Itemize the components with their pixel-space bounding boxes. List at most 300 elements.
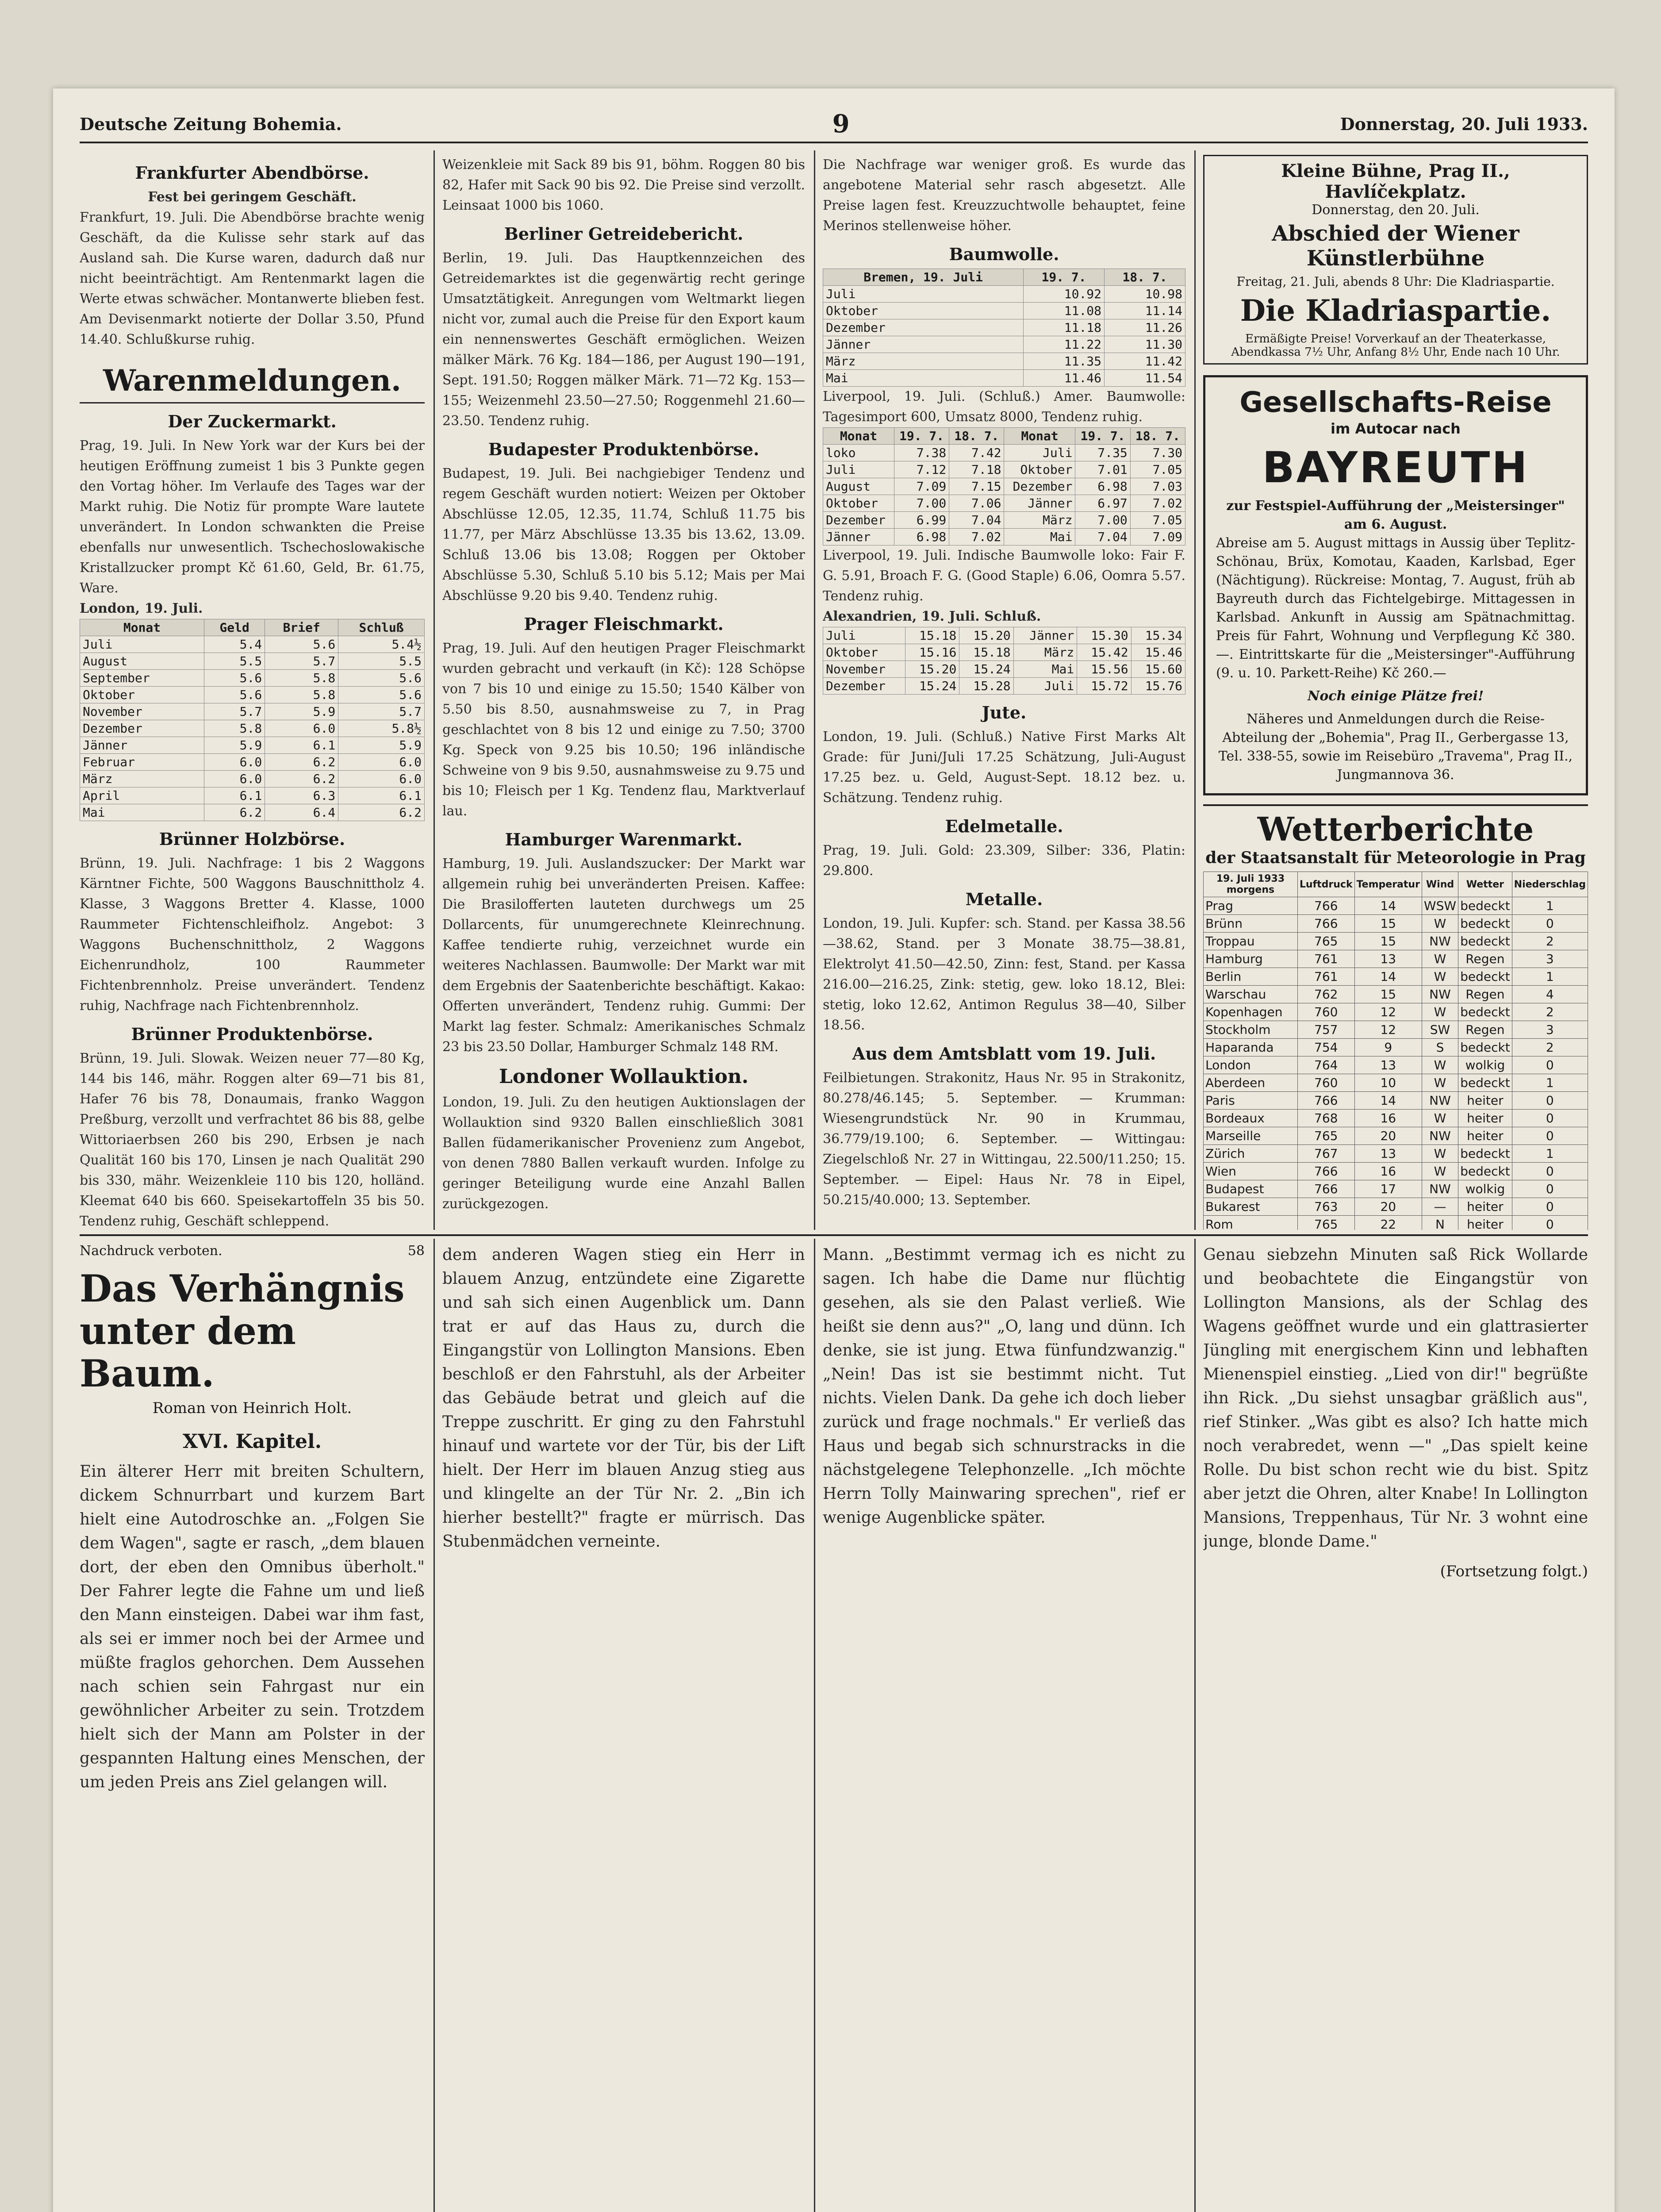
baumwolle-table-cell: 11.42 xyxy=(1105,353,1185,370)
liverpool-table-cell: 7.42 xyxy=(949,445,1004,461)
zucker-table-row xyxy=(80,703,425,720)
column-markets-2 xyxy=(442,155,805,1230)
weather-table-cell: 1 xyxy=(1512,1145,1588,1163)
weather-table-row xyxy=(1204,1198,1588,1216)
ad-city: BAYREUTH xyxy=(1262,443,1529,492)
produkten-text: Brünn, 19. Juli. Slowak. Weizen neuer 77—80 Kg, 144 bis 146, mähr. Roggen alter 69—71 bis 81, Hafer 76 bis 78, Donaumais, franko Waggon Preßburg, verzollt und verfrachtet 86 bis 88, gelbe Wittoriaerbsen 260 bis 290, Erbsen je nach Qualität 160 bis 170, Linsen je nach Qualität 290 bis 330, mähr. Weizenkleie 110 bis 120, holländ. Kleemat 640 bis 660. Speisekartoffeln 35 bis 50. Tendenz ruhig, Geschäft schleppend. xyxy=(80,1051,425,1229)
getreide-text: Berlin, 19. Juli. Das Hauptkennzeichen des Getreidemarktes ist die gegenwärtig recht geringe Umsatztätigkeit. Anregungen vom Weltmarkt liegen nicht vor, zumal auch die Preise für den Export kaum ein nennenswertes Geschäft ermöglichen. Weizen mälker Märk. 76 Kg. 184—186, per August 190—191, Sept. 191.50; Roggen mälker Märk. 71—72 Kg. 153—155; Weizenmehl 23.50—27.50; Roggenmehl 21.60—23.50. Tendenz ruhig. xyxy=(442,250,805,429)
weather-table-cell: NW xyxy=(1422,933,1458,950)
baumwolle-table-cell: 11.46 xyxy=(1024,370,1105,387)
zucker-table-cell: 6.0 xyxy=(338,754,425,771)
weather-table-cell: 766 xyxy=(1297,915,1354,933)
weather-table-cell: 22 xyxy=(1354,1216,1422,1230)
liverpool-text: Liverpool, 19. Juli. (Schluß.) Amer. Baumwolle: Tagesimport 600, Umsatz 8000, Tendenz ruhig. xyxy=(823,389,1185,425)
alexandria-table-cell: 15.16 xyxy=(905,644,959,661)
weather-table-cell: Regen xyxy=(1458,1021,1512,1039)
weather-table-cell: Zürich xyxy=(1204,1145,1298,1163)
ad-footer: Näheres und Anmeldungen durch die Reise-Abteilung der „Bohemia", Prag II., Gerbergasse 13, Tel. 338-55, sowie im Reisebüro „Travema", Prag II., Jungmannova 36. xyxy=(1218,711,1573,783)
liverpool-table-row xyxy=(823,529,1185,545)
zucker-table-cell: 6.0 xyxy=(265,720,338,737)
alexandria-table-cell: 15.30 xyxy=(1077,627,1131,644)
liverpool-table-row xyxy=(823,495,1185,512)
theater-event: Abschied der Wiener Künstlerbühne xyxy=(1272,221,1519,271)
liverpool-table-row xyxy=(823,478,1185,495)
amtsblatt-text: Feilbietungen. Strakonitz, Haus Nr. 95 in Strakonitz, 80.278/46.145; 5. September. — Krumman: Wiesengrundstück Nr. 90 in Krummau, 36.779/19.100; 6. September. — Wittingau: Ziegelschloß Nr. 27 in Wittingau, 22.500/11.250; 15. September. — Eipel: Haus Nr. 78 in Eipel, 50.215/40.000; 13. September. xyxy=(823,1070,1185,1208)
zucker-table-cell: 6.2 xyxy=(338,804,425,821)
zucker-table-cell: 5.6 xyxy=(204,687,265,703)
weather-table-cell: bedeckt xyxy=(1458,897,1512,915)
zucker-table-row xyxy=(80,670,425,687)
zucker-table xyxy=(80,619,425,821)
liverpool-table xyxy=(823,427,1185,545)
baumwolle-heading: Baumwolle. xyxy=(949,244,1059,264)
weather-table-row xyxy=(1204,897,1588,915)
weather-table-cell: Wien xyxy=(1204,1163,1298,1180)
weather-table-cell: Stockholm xyxy=(1204,1021,1298,1039)
weather-table-cell: bedeckt xyxy=(1458,933,1512,950)
zucker-table-cell: 5.7 xyxy=(204,703,265,720)
zucker-table-header-cell: Brief xyxy=(265,619,338,636)
liverpool-table-cell: loko xyxy=(823,445,894,461)
alexandria-table-cell: November xyxy=(823,661,905,678)
alexandria-table-cell: 15.46 xyxy=(1131,644,1185,661)
weather-table-row xyxy=(1204,933,1588,950)
weather-table-cell: 14 xyxy=(1354,968,1422,986)
alexandria-table-cell: Mai xyxy=(1013,661,1077,678)
weather-table-row xyxy=(1204,915,1588,933)
ad-event: zur Festspiel-Aufführung der „Meistersinger" am 6. August. xyxy=(1226,498,1565,532)
metalle-text: London, 19. Juli. Kupfer: sch. Stand. per Kassa 38.56—38.62, Stand. per 3 Monate 38.75—38.81, Elektrolyt 41.50—42.50, Zinn: fest, Stand. per Kassa 216.00—216.25, Zink: stetig, gew. loko 18.12, Blei: stetig, loko 12.62, Antimon Regulus 38—40, Silber 18.56. xyxy=(823,916,1185,1033)
weather-table-cell: Warschau xyxy=(1204,986,1298,1003)
weather-table-cell: Budapest xyxy=(1204,1180,1298,1198)
zucker-table-cell: 5.6 xyxy=(338,687,425,703)
liverpool-table-cell: März xyxy=(1004,512,1075,529)
liverpool-table-row xyxy=(823,445,1185,461)
alexandria-table-row xyxy=(823,644,1185,661)
weather-table-cell: N xyxy=(1422,1216,1458,1230)
column-rule xyxy=(814,150,815,1230)
weather-table-cell: 765 xyxy=(1297,933,1354,950)
weather-table-row xyxy=(1204,1216,1588,1230)
novel-number: 58 xyxy=(407,1243,425,1259)
weather-table-cell: NW xyxy=(1422,1127,1458,1145)
liverpool-table-cell: August xyxy=(823,478,894,495)
zucker-table-cell: 6.1 xyxy=(265,737,338,754)
baumwolle-table-cell: 10.98 xyxy=(1105,286,1185,303)
header-paper-name: Deutsche Zeitung Bohemia. xyxy=(80,114,342,134)
zucker-table-row xyxy=(80,653,425,670)
weather-table-header-cell: Wetter xyxy=(1458,872,1512,897)
alexandria-label: Alexandrien, 19. Juli. Schluß. xyxy=(823,609,1041,624)
column-markets-3 xyxy=(823,155,1185,1230)
baumwolle-table-row xyxy=(823,319,1185,336)
novel-chapter: XVI. Kapitel. xyxy=(182,1430,322,1453)
zucker-table-cell: 6.2 xyxy=(265,771,338,787)
baumwolle-table-cell: 11.22 xyxy=(1024,336,1105,353)
weather-table-cell: bedeckt xyxy=(1458,1039,1512,1056)
liverpool-table-cell: Dezember xyxy=(823,512,894,529)
weather-table-cell: 0 xyxy=(1512,1198,1588,1216)
weather-table-cell: Marseille xyxy=(1204,1127,1298,1145)
weather-table-row xyxy=(1204,950,1588,968)
liverpool-table-cell: Juli xyxy=(1004,445,1075,461)
weather-table-cell: wolkig xyxy=(1458,1056,1512,1074)
weather-table-cell: wolkig xyxy=(1458,1180,1512,1198)
weather-table-cell: 0 xyxy=(1512,1110,1588,1127)
zucker-table-cell: 5.4½ xyxy=(338,636,425,653)
produkten-heading: Brünner Produktenbörse. xyxy=(131,1024,373,1044)
weather-table-cell: bedeckt xyxy=(1458,1074,1512,1092)
weather-table-cell: 757 xyxy=(1297,1021,1354,1039)
alexandria-table-cell: 15.34 xyxy=(1131,627,1185,644)
novel-notice: Nachdruck verboten. xyxy=(80,1243,222,1259)
weather-table-cell: 761 xyxy=(1297,968,1354,986)
weather-table-cell: 768 xyxy=(1297,1110,1354,1127)
zucker-table-row xyxy=(80,720,425,737)
edel-heading: Edelmetalle. xyxy=(945,816,1063,836)
weather-table-cell: 0 xyxy=(1512,1127,1588,1145)
weather-table-cell: 0 xyxy=(1512,1163,1588,1180)
weather-table-cell: bedeckt xyxy=(1458,1003,1512,1021)
column-markets-1 xyxy=(80,155,425,1230)
weather-table-cell: 0 xyxy=(1512,1180,1588,1198)
column-rule xyxy=(433,150,435,1230)
weather-table-row xyxy=(1204,986,1588,1003)
weather-table-cell: 12 xyxy=(1354,1003,1422,1021)
weather-table-cell: 760 xyxy=(1297,1003,1354,1021)
weather-table-cell: 16 xyxy=(1354,1110,1422,1127)
zucker-table-cell: 6.4 xyxy=(265,804,338,821)
zucker-table-header-cell: Geld xyxy=(204,619,265,636)
weather-table-header-cell: Wind xyxy=(1422,872,1458,897)
column-rule xyxy=(1194,1239,1196,2212)
weather-table-cell: Berlin xyxy=(1204,968,1298,986)
novel-header xyxy=(80,1243,425,1259)
zucker-table-row xyxy=(80,754,425,771)
novel-column-4 xyxy=(1203,1243,1588,2212)
weather-table-cell: 761 xyxy=(1297,950,1354,968)
liverpool-table-cell: Oktober xyxy=(823,495,894,512)
baumwolle-table-row xyxy=(823,286,1185,303)
zucker-table-cell: 6.0 xyxy=(204,754,265,771)
liverpool-table-row xyxy=(823,512,1185,529)
baumwolle-table-row xyxy=(823,303,1185,319)
baumwolle-table-cell: Oktober xyxy=(823,303,1024,319)
weather-table-cell: Paris xyxy=(1204,1092,1298,1110)
weather-table-cell: 0 xyxy=(1512,1056,1588,1074)
weather-table-cell: W xyxy=(1422,968,1458,986)
weather-table-cell: 1 xyxy=(1512,897,1588,915)
theater-cast: Freitag, 21. Juli, abends 8 Uhr: Die Kladriaspartie. xyxy=(1236,274,1555,289)
holz-heading: Brünner Holzbörse. xyxy=(159,829,345,849)
liverpool-table-cell: 7.00 xyxy=(1075,512,1130,529)
baumwolle-table-row xyxy=(823,353,1185,370)
liverpool-table-cell: 7.02 xyxy=(949,529,1004,545)
theater-play: Die Kladriaspartie. xyxy=(1240,293,1551,328)
zucker-table-row xyxy=(80,737,425,754)
frankfurt-heading: Frankfurter Abendbörse. xyxy=(135,163,369,183)
baumwolle-table-cell: 10.92 xyxy=(1024,286,1105,303)
liverpool-table-cell: 7.06 xyxy=(949,495,1004,512)
alexandria-table-cell: 15.42 xyxy=(1077,644,1131,661)
alexandria-table-row xyxy=(823,627,1185,644)
weather-table-cell: heiter xyxy=(1458,1198,1512,1216)
zucker-table-cell: 5.8 xyxy=(265,670,338,687)
baumwolle-table-cell: 11.08 xyxy=(1024,303,1105,319)
zucker-text: Prag, 19. Juli. In New York war der Kurs bei der heutigen Eröffnung zumeist 1 bis 3 Punkte gegen den Vortag höher. Im Verlaufe des Tages war der Markt ruhig. Die Notiz für prompte Ware lautete unverändert. In London schwankten die Preise ebenfalls nur unwesentlich. Tschechoslowakische Kristallzucker prompt Kč 61.60, Geld, Br. 61.75, Ware. xyxy=(80,438,425,596)
weather-table-row xyxy=(1204,1039,1588,1056)
weather-table-cell: W xyxy=(1422,915,1458,933)
novel-paragraph-4: Genau siebzehn Minuten saß Rick Wollarde und beobachtete die Eingangstür von Lollington Mansions, als der Schlag des Wagens geöffnet wurde und ein glattrasierter Jüngling mit energischem Kinn und lebhaften Mienenspiel einstieg. „Lied von dir!" begrüßte ihn Rick. „Du siehst unsagbar gräßlich aus", rief Stinker. „Was gibt es also? Ich hatte mich noch verabredet, wenn —" „Das spielt keine Rolle. Du bist schon recht wie du bist. Spitz aber jetzt die Ohren, alter Knabe! In Lollington Mansions, Treppenhaus, Tür Nr. 3 wohnt eine junge, blonde Dame." xyxy=(1203,1246,1588,1551)
weather-table-cell: — xyxy=(1422,1198,1458,1216)
weather-table-cell: 4 xyxy=(1512,986,1588,1003)
theater-info: Ermäßigte Preise! Vorverkauf an der Theaterkasse, Abendkassa 7½ Uhr, Anfang 8½ Uhr, Ende nach 10 Uhr. xyxy=(1231,332,1560,359)
weather-table-cell: 14 xyxy=(1354,1092,1422,1110)
weather-table-cell: 14 xyxy=(1354,897,1422,915)
baumwolle-table-cell: 11.26 xyxy=(1105,319,1185,336)
weather-table-cell: W xyxy=(1422,1110,1458,1127)
baumwolle-table-cell: 11.35 xyxy=(1024,353,1105,370)
weather-table-cell: 763 xyxy=(1297,1198,1354,1216)
zucker-table-cell: 5.7 xyxy=(265,653,338,670)
weather-subheading: der Staatsanstalt für Meteorologie in Prag xyxy=(1205,849,1586,867)
liverpool-table-cell: Jänner xyxy=(1004,495,1075,512)
zucker-table-cell: 5.8 xyxy=(265,687,338,703)
baumwolle-table-row xyxy=(823,336,1185,353)
liverpool-table-cell: Mai xyxy=(1004,529,1075,545)
weather-table-row xyxy=(1204,1110,1588,1127)
ad-subtitle: im Autocar nach xyxy=(1331,420,1461,437)
liverpool-table-cell: 7.03 xyxy=(1130,478,1185,495)
weather-table-cell: 10 xyxy=(1354,1074,1422,1092)
weather-table-row xyxy=(1204,1056,1588,1074)
baumwolle-table-cell: 11.30 xyxy=(1105,336,1185,353)
weather-table-cell: W xyxy=(1422,1163,1458,1180)
liverpool-table-cell: 7.30 xyxy=(1130,445,1185,461)
zucker-table-row xyxy=(80,687,425,703)
zucker-table-cell: 6.2 xyxy=(265,754,338,771)
zucker-table-cell: 5.8 xyxy=(204,720,265,737)
zucker-table-row xyxy=(80,787,425,804)
weather-table-cell: W xyxy=(1422,1056,1458,1074)
liverpool-table-cell: 6.97 xyxy=(1075,495,1130,512)
weather-table-cell: Bukarest xyxy=(1204,1198,1298,1216)
zucker-table-row xyxy=(80,804,425,821)
zucker-table-cell: 5.7 xyxy=(338,703,425,720)
weather-table-cell: NW xyxy=(1422,1092,1458,1110)
weather-table-cell: bedeckt xyxy=(1458,1145,1512,1163)
zucker-table-header-cell: Monat xyxy=(80,619,204,636)
liverpool-table-cell: Dezember xyxy=(1004,478,1075,495)
fleisch-heading: Prager Fleischmarkt. xyxy=(524,614,724,634)
hamburg-text: Hamburg, 19. Juli. Auslandszucker: Der Markt war allgemein ruhig bei unveränderten Preisen. Kaffee: Die Brasilofferten lauteten durchwegs um 25 Dollarcents, für unumgerechnete Kleinrechnung. Kaffee tendierte ruhig, verzeichnet wurde ein weiteres Nachlassen. Baumwolle: Der Markt war mit dem Ergebnis der Saatenberichte beschäftigt. Kakao: Offerten unverändert, Tendenz ruhig. Gummi: Der Markt lag fester. Schmalz: Amerikanisches Schmalz 23 bis 23.50 Dollar, Hamburger Schmalz 148 RM. xyxy=(442,856,805,1055)
col2-top-text: Weizenkleie mit Sack 89 bis 91, böhm. Roggen 80 bis 82, Hafer mit Sack 90 bis 92. Die Preise sind verzollt. Leinsaat 1000 bis 1060. xyxy=(442,157,805,213)
zucker-table-cell: November xyxy=(80,703,204,720)
weather-table-cell: heiter xyxy=(1458,1110,1512,1127)
weather-table-cell: Aberdeen xyxy=(1204,1074,1298,1092)
liverpool-table-cell: 6.98 xyxy=(1075,478,1130,495)
novel-paragraph-2: dem anderen Wagen stieg ein Herr in blauem Anzug, entzündete eine Zigarette und sah sich einen Augenblick um. Dann trat er auf das Haus zu, durch die Eingangstür von Lollington Mansions. Eben beschloß er den Fahrstuhl, als der Arbeiter das Gebäude betrat und gleich auf die Treppe zuschritt. Er ging zu den Fahrstuhl hinauf und wartete vor der Tür, bis der Lift hielt. Der Herr im blauen Anzug stieg aus und klingelte an der Tür Nr. 2. „Bin ich hierher bestellt?" fragte er mürrisch. Das Stubenmädchen verneinte. xyxy=(442,1246,805,1551)
novel-column-1 xyxy=(80,1243,425,2212)
weather-table-cell: Rom xyxy=(1204,1216,1298,1230)
weather-table-cell: 9 xyxy=(1354,1039,1422,1056)
column-rule xyxy=(814,1239,815,2212)
weather-table-cell: Hamburg xyxy=(1204,950,1298,968)
header-date: Donnerstag, 20. Juli 1933. xyxy=(1340,114,1588,134)
weather-table-cell: 13 xyxy=(1354,950,1422,968)
weather-table-cell: Brünn xyxy=(1204,915,1298,933)
weather-table-header-cell: Luftdruck xyxy=(1297,872,1354,897)
frankfurt-subheading: Fest bei geringem Geschäft. xyxy=(148,189,357,205)
weather-table-cell: 1 xyxy=(1512,968,1588,986)
alexandria-table-cell: 15.76 xyxy=(1131,678,1185,695)
weather-table-cell: Troppau xyxy=(1204,933,1298,950)
weather-table-cell: Prag xyxy=(1204,897,1298,915)
liverpool-table-cell: 7.01 xyxy=(1075,461,1130,478)
weather-table-cell: bedeckt xyxy=(1458,968,1512,986)
liverpool-table-header-cell: 19. 7. xyxy=(1075,428,1130,445)
weather-table-header-cell: Temperatur xyxy=(1354,872,1422,897)
section-divider xyxy=(80,1234,1588,1236)
weather-table-cell: 766 xyxy=(1297,1180,1354,1198)
weather-table-cell: 15 xyxy=(1354,915,1422,933)
weather-table-cell: heiter xyxy=(1458,1127,1512,1145)
column-ads-weather xyxy=(1203,155,1588,1230)
weather-table-row xyxy=(1204,1021,1588,1039)
zucker-table-cell: Oktober xyxy=(80,687,204,703)
weather-table-cell: 15 xyxy=(1354,933,1422,950)
liverpool-table-cell: 7.18 xyxy=(949,461,1004,478)
wolle-heading: Londoner Wollauktion. xyxy=(499,1065,749,1088)
zucker-table-cell: 5.9 xyxy=(204,737,265,754)
weather-table-cell: 0 xyxy=(1512,1216,1588,1230)
weather-table-cell: 13 xyxy=(1354,1145,1422,1163)
zucker-table-cell: Februar xyxy=(80,754,204,771)
weather-table-header-cell: 19. Juli 1933 morgens xyxy=(1204,872,1298,897)
liverpool-table-cell: 7.35 xyxy=(1075,445,1130,461)
alexandria-table-cell: 15.20 xyxy=(905,661,959,678)
baumwolle-table-cell: 11.14 xyxy=(1105,303,1185,319)
alexandria-table xyxy=(823,627,1185,695)
theater-ad xyxy=(1203,155,1588,365)
newspaper-page xyxy=(53,88,1615,2212)
zucker-table-row xyxy=(80,771,425,787)
budapest-text: Budapest, 19. Juli. Bei nachgiebiger Tendenz und regem Geschäft wurden notiert: Weizen per Oktober Abschlüsse 12.05, 12.35, 11.74, Schluß 11.75 bis 11.77, per März Abschlüsse 13.35 bis 13.62, 13.09. Schluß 13.06 bis 13.08; Roggen per Oktober Abschlüsse 5.30, Schluß 5.10 bis 5.12; Mais per Mai Abschlüsse 9.20 bis 9.40. Tendenz ruhig. xyxy=(442,466,805,603)
holz-text: Brünn, 19. Juli. Nachfrage: 1 bis 2 Waggons Kärntner Fichte, 500 Waggons Bauschnittholz 4. Klasse, 3 Waggons Bretter 4. Klasse, 1000 Raummeter Fichtenschleifholz. Angebot: 3 Waggons Buchenschnittholz, 2 Waggons Eichenrundholz, 100 Raummeter Fichtenbrennholz. Preise unverändert. Tendenz ruhig, Nachfrage nach Fichtenbrennholz. xyxy=(80,856,425,1014)
weather-table-cell: 760 xyxy=(1297,1074,1354,1092)
weather-table-cell: 766 xyxy=(1297,1092,1354,1110)
weather-table-cell: Bordeaux xyxy=(1204,1110,1298,1127)
alexandria-table-cell: 15.18 xyxy=(905,627,959,644)
zucker-table-row xyxy=(80,636,425,653)
liverpool-table-cell: 7.09 xyxy=(894,478,949,495)
liverpool-table-cell: 7.02 xyxy=(1130,495,1185,512)
zucker-table-cell: April xyxy=(80,787,204,804)
edel-text: Prag, 19. Juli. Gold: 23.309, Silber: 336, Platin: 29.800. xyxy=(823,843,1185,879)
liverpool-table-cell: 7.04 xyxy=(949,512,1004,529)
zucker-table-cell: August xyxy=(80,653,204,670)
ad-note: Noch einige Plätze frei! xyxy=(1307,688,1484,704)
weather-table-cell: Kopenhagen xyxy=(1204,1003,1298,1021)
weather-table-cell: 2 xyxy=(1512,933,1588,950)
weather-table-cell: 767 xyxy=(1297,1145,1354,1163)
column-rule xyxy=(433,1239,435,2212)
weather-table-cell: 0 xyxy=(1512,1092,1588,1110)
novel-column-2 xyxy=(442,1243,805,2212)
zucker-table-cell: Mai xyxy=(80,804,204,821)
baumwolle-table-cell: Juli xyxy=(823,286,1024,303)
zucker-table-cell: 6.2 xyxy=(204,804,265,821)
amtsblatt-heading: Aus dem Amtsblatt vom 19. Juli. xyxy=(852,1044,1156,1064)
zucker-table-cell: 5.8½ xyxy=(338,720,425,737)
liverpool-table-cell: 7.15 xyxy=(949,478,1004,495)
ad-body: Abreise am 5. August mittags in Aussig über Teplitz-Schönau, Brüx, Komotau, Kaaden, Karlsbad, Eger (Nächtigung). Rückreise: Montag, 7. August, früh ab Bayreuth durch das Fichtelgebirge. Mittagessen in Karlsbad. Ankunft in Aussig am Spätnachmittag. Preis für Fahrt, Wohnung und Verpflegung Kč 380.—. Eintrittskarte für die „Meistersinger"-Aufführung (9. u. 10. Parkett-Reihe) Kč 260.— xyxy=(1216,535,1575,681)
weather-table-cell: 754 xyxy=(1297,1039,1354,1056)
weather-table-cell: 16 xyxy=(1354,1163,1422,1180)
weather-table-cell: 765 xyxy=(1297,1127,1354,1145)
weather-table-cell: W xyxy=(1422,1145,1458,1163)
getreide-heading: Berliner Getreidebericht. xyxy=(504,224,744,244)
liverpool-table-cell: 7.04 xyxy=(1075,529,1130,545)
weather-table-cell: 15 xyxy=(1354,986,1422,1003)
weather-table-row xyxy=(1204,1145,1588,1163)
alexandria-table-cell: Juli xyxy=(823,627,905,644)
liverpool-table-header-cell: Monat xyxy=(823,428,894,445)
baumwolle-table-cell: Dezember xyxy=(823,319,1024,336)
baumwolle-table-cell: 11.54 xyxy=(1105,370,1185,387)
budapest-heading: Budapester Produktenbörse. xyxy=(488,439,760,459)
zucker-table-cell: 6.0 xyxy=(338,771,425,787)
fleisch-text: Prag, 19. Juli. Auf den heutigen Prager Fleischmarkt wurden gebracht und verkauft (in Kč): 128 Schöpse von 7 bis 10 und einige zu 15.50; 1540 Kälber von 5.50 bis 8.50, ausnahmsweise zu 7, in Prag geschlachtet von 8 bis 12 und einige zu 7.50; 3700 Kg. Speck von 9.25 bis 10.50; 196 inländische Schweine von 9 bis 9.50, ausnahmsweise zu 9.75 und bis 10; Fleisch per 1 Kg. Tendenz flau, Marktverlauf lau. xyxy=(442,641,805,819)
weather-table-cell: 762 xyxy=(1297,986,1354,1003)
weather-table-cell: 764 xyxy=(1297,1056,1354,1074)
zucker-table-cell: 6.3 xyxy=(265,787,338,804)
liverpool-table-cell: 6.98 xyxy=(894,529,949,545)
zucker-table-cell: 5.9 xyxy=(265,703,338,720)
baumwolle-table-cell: Jänner xyxy=(823,336,1024,353)
weather-table-cell: 2 xyxy=(1512,1003,1588,1021)
weather-table-row xyxy=(1204,1074,1588,1092)
liverpool-table-cell: 7.05 xyxy=(1130,461,1185,478)
alexandria-table-cell: 15.24 xyxy=(959,661,1013,678)
alexandria-table-cell: 15.28 xyxy=(959,678,1013,695)
weather-table-cell: SW xyxy=(1422,1021,1458,1039)
weather-table-cell: Regen xyxy=(1458,986,1512,1003)
weather-table-cell: Haparanda xyxy=(1204,1039,1298,1056)
baumwolle-table-header-cell: 18. 7. xyxy=(1105,269,1185,286)
zucker-table-cell: 6.1 xyxy=(338,787,425,804)
alexandria-table-cell: Jänner xyxy=(1013,627,1077,644)
zucker-table-cell: 5.4 xyxy=(204,636,265,653)
baumwolle-table-header-cell: 19. 7. xyxy=(1024,269,1105,286)
alexandria-table-cell: 15.72 xyxy=(1077,678,1131,695)
hamburg-heading: Hamburger Warenmarkt. xyxy=(505,830,743,849)
jute-heading: Jute. xyxy=(982,703,1027,722)
header-page-number: 9 xyxy=(832,109,850,138)
liverpool-table-header-cell: Monat xyxy=(1004,428,1075,445)
baumwolle-table-cell: 11.18 xyxy=(1024,319,1105,336)
bayreuth-ad xyxy=(1203,375,1588,795)
weather-table-cell: NW xyxy=(1422,986,1458,1003)
zucker-table-cell: 6.0 xyxy=(204,771,265,787)
weather-table xyxy=(1203,872,1588,1230)
baumwolle-table-cell: Mai xyxy=(823,370,1024,387)
weather-table-row xyxy=(1204,1092,1588,1110)
weather-table-row xyxy=(1204,1003,1588,1021)
weather-table-cell: heiter xyxy=(1458,1216,1512,1230)
liverpool-table-cell: Oktober xyxy=(1004,461,1075,478)
liverpool-table-row xyxy=(823,461,1185,478)
